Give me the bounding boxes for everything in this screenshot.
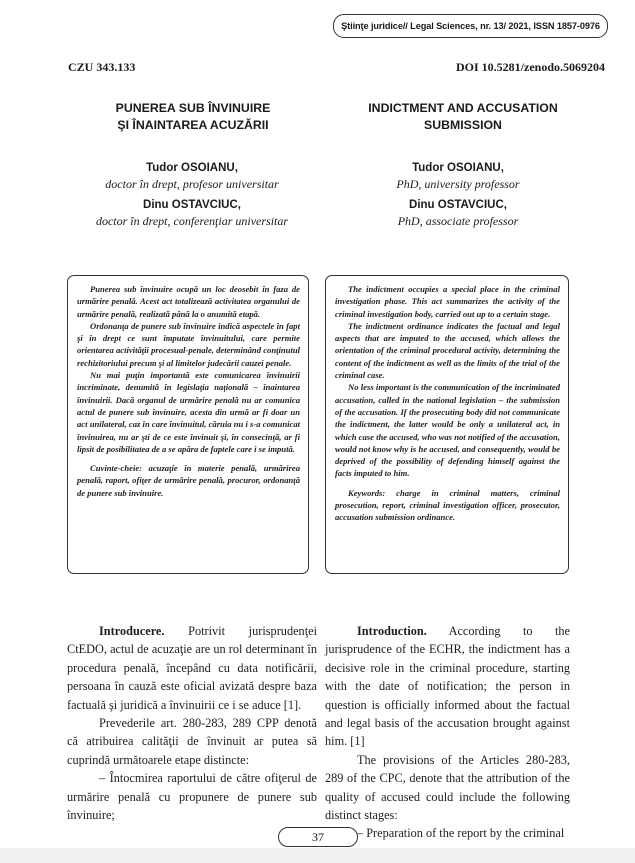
introduction-text: Potrivit jurisprudenţei CtEDO, actul de acuzaţie are un rol determinant în procedura penală, începând cu data notificării, persoana în cauză este oficial avizată despre baza factuală şi juridică a învinuirii ce i se aduce [1]. [67,624,317,712]
abstract-paragraph: The indictment occupies a special place in the criminal investigation phase. This act summarizes the activity of the criminal investigation body, carried out up to a certain stage. [335,284,560,319]
abstract-keywords: Cuvinte-cheie: acuzaţie în materie penală, urmărirea penală, raport, ofiţer de urmărire penală, procuror, ordonanţă de punere sub învinuire. [77,463,300,498]
abstract-paragraph: The indictment ordinance indicates the factual and legal aspects that are imputed to the accused, which allows the orientation of the criminal procedural activity, determining the content of the indictment as well as the limits of the trial of the criminal case. [335,320,560,381]
abstract-paragraph: Ordonanţa de punere sub învinuire indică aspectele în fapt şi în drept ce sunt imputate învinuitului, care permite orientarea activităţii procesual-penale, determinând conţinutul rechizitoriului precum şi al limitelor judecării cauzei penale. [77,320,300,368]
body-paragraph: Prevederile art. 280-283, 289 CPP denotă că atribuirea calităţii de învinuit ar putea să cuprindă următoarele etape distincte: [67,716,317,767]
author-name: Tudor OSOIANU, [412,162,504,174]
authors-english [328,160,588,229]
author-role: PhD, university professor [396,177,520,191]
author-name: Dinu OSTAVCIUC, [409,199,507,211]
abstract-paragraph: Punerea sub învinuire ocupă un loc deosebit în faza de urmărire penală. Acest act totalizează activitatea organului de urmărire penală, realizată până la o anumită etapă. [77,284,300,319]
doi-code: DOI 10.5281/zenodo.5069204 [455,60,605,74]
abstract-paragraph: No less important is the communication of the incriminated accusation, called in the national legislation – the submission of the accusation. If the prosecuting body did not communicate the indictment, the latter would be only a unilateral act, in which case the accused, who was not notified of the accusation, would not know why is he accused, and consequently, would be deprived of the possibility of defending himself against the facts imputed to him. [335,382,560,479]
body-paragraph: – Preparation of the report by the criminal [357,826,565,841]
body-column-english [325,622,570,843]
author-role: doctor în drept, conferenţiar universitar [95,214,289,228]
body-paragraph: – Întocmirea raportului de către ofiţerul de urmărire penală cu propunere de punere sub învinuire; [67,771,317,823]
introduction-heading: Introducere. [99,624,165,638]
journal-header: Ştiinţe juridice// Legal Sciences, nr. 13/ 2021, ISSN 1857-0976 [333,14,608,38]
introduction-text: According to the jurisprudence of the ECHR, the indictment has a decisive role in the criminal procedure, starting with the date of notification; the person in question is officially informed about the factual and legal basis of the accusation brought against him. [1] [325,624,570,749]
abstract-english [325,275,569,574]
czu-code: CZU 343.133 [68,60,136,74]
body-column-romanian [67,622,317,824]
body-paragraph: The provisions of the Articles 280-283, 289 of the CPC, denote that the attribution of the quality of accused could include the following distinct stages: [325,752,570,823]
abstract-keywords: Keywords: charge in criminal matters, criminal prosecution, report, criminal investigation officer, prosecutor, accusation submission ordinance. [335,487,560,523]
body-paragraph [325,622,570,751]
title-ro-line2: ŞI ÎNAINTAREA ACUZĂRII [117,118,269,132]
title-en-line1: INDICTMENT AND ACCUSATION [368,101,558,115]
title-ro-line1: PUNEREA SUB ÎNVINUIRE [115,101,271,115]
author-role: PhD, associate professor [397,214,519,228]
author-name: Dinu OSTAVCIUC, [143,199,241,211]
authors-romanian [62,160,322,229]
author-name: Tudor OSOIANU, [146,162,238,174]
title-english [338,100,588,134]
body-paragraph [67,622,317,714]
introduction-heading: Introduction. [357,624,427,638]
page-number: 37 [278,827,358,847]
title-en-line2: SUBMISSION [424,118,502,132]
author-role: doctor în drept, profesor universitar [105,177,279,191]
title-romanian [68,100,318,134]
abstract-paragraph: Nu mai puţin importantă este comunicarea învinuirii incriminate, denumită în legislaţia naţională – înaintarea învinuirii. Dacă organul de urmărire penală nu ar comunica actul de punere sub învinuire, acesta din urmă ar fi doar un act unilateral, caz în care învinuitul, căruia nu i s-a comunicat învinuirea, nu ar şti de ce este învinuit şi, în consecinţă, ar fi lipsit de posibilitatea de a se apăra de faptele care i se impută. [77,370,300,454]
abstract-romanian [67,275,309,574]
